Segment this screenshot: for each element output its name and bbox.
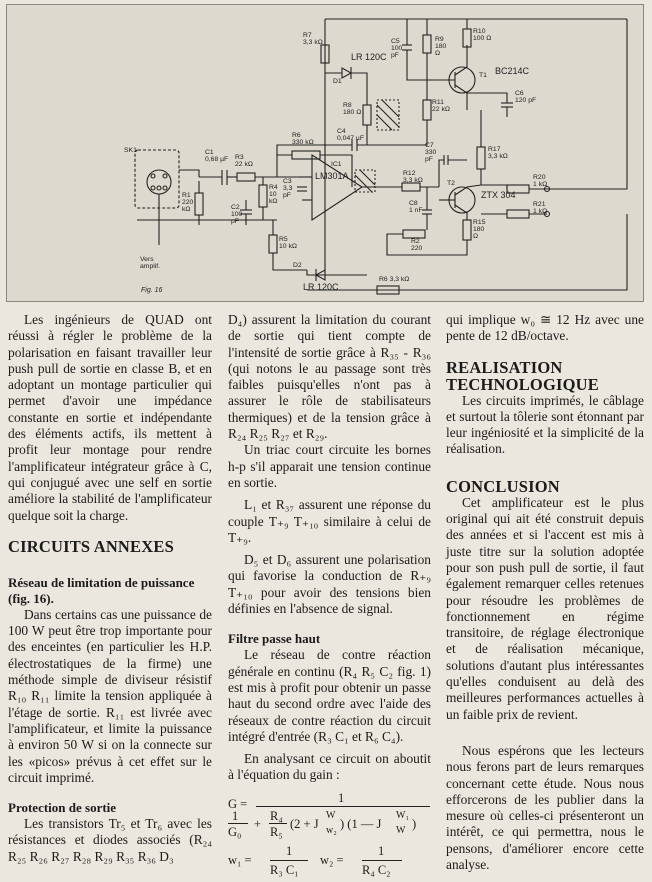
eq-r4: R₄ [270, 808, 283, 823]
c6-label: C6 120 pF [515, 90, 537, 104]
eq-main-fraction-bar [256, 806, 430, 807]
eq-w2-den: R₄ C₂ [362, 862, 391, 877]
c7-label: C7 330 pF [425, 142, 437, 163]
d2-label: D2 [293, 262, 302, 269]
r6-label: R6 330 kΩ [292, 132, 314, 146]
r6b-label: R6 3,3 kΩ [379, 276, 410, 283]
paragraph-current-limit: D₄) assurent la limitation du courant de sortie qui tient compte de l'intensité de sortie grâce à R₃₅ - R₃₆ (qui notons le au passage sont très faibles puisqu'elles n'ont pas à assurer le rôle de stabilisateurs thermiques) et de la tension grâce à R₂₄ R₂₅ R₂₇ et R₂₉. [228, 312, 431, 442]
c2-label: C2 100 pF [231, 204, 243, 225]
eq-w1-bar [270, 860, 308, 861]
paragraph-triac: Un triac court circuite les bornes h-p s'il apparait une tension continue en sortie. [228, 442, 431, 490]
eq-w-a: W [326, 809, 336, 821]
paragraph-equation-intro: En analysant ce circuit on aboutit à l'équation du gain : [228, 751, 431, 783]
d1-label: D1 [333, 78, 342, 85]
r20-label: R20 1 kΩ [533, 174, 548, 188]
circuit-schematic-figure [6, 4, 644, 302]
paragraph-l1-r37: L₁ et R₃₇ assurent une réponse du couple T₊₉ T₊₁₀ similaire à celui de T₊₉. [228, 497, 431, 545]
paragraph-realisation: Les circuits imprimés, le câblage et surtout la tôlerie sont étonnant par leur ingéniosité et la simplicité de la réalisation. [446, 392, 644, 457]
eq-w2-num: 1 [378, 843, 385, 858]
d1-type-label: LR 120C [351, 52, 387, 62]
r11-label: R11 22 kΩ [432, 99, 450, 113]
eq-g0: G₀ [228, 824, 242, 839]
subhead-reseau: Réseau de limitation de puissance (fig. 16). [8, 574, 195, 606]
r7-label: R7 3,3 kΩ [303, 32, 323, 46]
r10-label: R10 100 Ω [473, 28, 492, 42]
eq-w2-bar [362, 860, 402, 861]
subhead-protection: Protection de sortie [8, 800, 117, 816]
eq-mid2: ) (1 — J [340, 816, 382, 831]
figure-caption: Fig. 16 [141, 287, 163, 294]
d2-type-label: LR 120C [303, 282, 339, 292]
eq-plus: + [254, 816, 262, 831]
eq-one-top: 1 [338, 790, 345, 805]
paragraph-d5-d6: D₅ et D₆ assurent une polarisation qui favorise la conduction de R₊₉ T₊₁₀ pour avoir des tensions bien définies en l'absence de signal. [228, 552, 431, 617]
c3-label: C3 3,3 pF [283, 178, 293, 199]
t1-type-label: BC214C [495, 66, 530, 76]
eq-w1-def: w₁ = [228, 852, 252, 867]
eq-close: ) [412, 816, 417, 831]
r5-label: R5 10 kΩ [279, 236, 297, 250]
r21-label: R21 1 kΩ [533, 201, 548, 215]
eq-r5: R₅ [270, 824, 283, 839]
r4-label: R4 10 kΩ [269, 184, 278, 205]
subhead-filtre: Filtre passe haut [228, 631, 321, 647]
paragraph-closing: Nous espérons que les lecteurs nous ferons part de leurs remarques concernant cette étude. Nous nous efforcerons de les publier dans la mesure où celles-ci présenteront un intérêt, ce qui permettra, nous le pensons, d'améliorer encore cette analyse. [446, 742, 644, 873]
heading-circuits-annexes: CIRCUITS ANNEXES [8, 536, 174, 556]
t2-type-label: ZTX 304 [481, 190, 516, 200]
ic-type-label: LM301A [315, 171, 349, 181]
eq-w1: W₁ [396, 809, 409, 821]
gain-equation [228, 790, 431, 882]
eq-one-g: 1 [232, 808, 239, 823]
c1-label: C1 0,68 µF [205, 149, 229, 163]
intro-paragraph: Les ingénieurs de QUAD ont réussi à régler le problème de la polarisation en faisant travailler leur push pull de sortie en classe B, et en adoptant un montage particulier qui permet d'avoir une impédance constante en sortie et indépendante des éléments actifs, ils mettent à profit leur montage pour rendre l'amplificateur intégrateur grâce à C, qui conjugué avec une self en sortie améliore la stabilité de l'amplificateur quelque soit la charge. [8, 312, 212, 523]
protection-paragraph: Les transistors Tr₅ et Tr₆ avec les résistances et diodes associés (R₂₄ R₂₅ R₂₆ R₂₇ R₂₈ R₂₉ R₃₅ R₃₆ D₃ [8, 816, 212, 864]
ic-ref-label: IC1 [331, 161, 342, 168]
paragraph-filtre: Le réseau de contre réaction générale en continu (R₄ R₅ C₂ fig. 1) est mis à profit pour obtenir un passe haut du second ordre avec l'aide des réseaux de contre réaction du circuit intégré d'entrée (R₃ C₁ et R₆ C₄). [228, 647, 431, 744]
c4-label: C4 0,047 µF [337, 128, 364, 142]
text-column-1 [8, 312, 212, 865]
r17-label: R17 3,3 kΩ [488, 146, 508, 160]
heading-conclusion: CONCLUSION [446, 476, 560, 496]
r3-label: R3 22 kΩ [235, 154, 253, 168]
eq-w1-den: R₃ C₁ [270, 862, 299, 877]
paragraph-w0: qui implique w₀ ≅ 12 Hz avec une pente de 12 dB/octave. [446, 312, 644, 344]
eq-mid: (2 + J [290, 816, 319, 831]
c8-label: C8 1 nF [409, 200, 423, 214]
r9-label: R9 180 Ω [435, 36, 447, 57]
eq-w2: w₂ [326, 824, 337, 836]
r8-label: R8 180 Ω [343, 102, 362, 116]
text-column-2 [228, 312, 431, 882]
r2-label: R2 220 [411, 238, 423, 252]
sk1-label: SK1 [124, 147, 137, 154]
r15-label: R15 180 Ω [473, 219, 486, 240]
c5-label: C5 100 pF [391, 38, 403, 59]
vers-amplif-label: Vers amplif. [140, 256, 161, 270]
eq-w-b: W [396, 824, 406, 836]
circuit-wiring [7, 5, 645, 303]
paragraph-conclusion: Cet amplificateur est le plus original qui ait été construit depuis des années et si l'accent est mis à juste titre sur la solution adoptée pour son push pull de sortie, il faut également remarquer celles retenues pour résoudre les problèmes de fonctionnement en régime transitoire, de réglage électronique et de réalisation mécanique, solutions d'autant plus intéressantes qu'elles conduisent au delà des meilleures performances actuelles à un faible prix de revient. [446, 494, 644, 722]
eq-w1-num: 1 [286, 843, 293, 858]
r1-label: R1 220 kΩ [182, 192, 194, 213]
heading-realisation: REALISATION TECHNOLOGIQUE [446, 357, 599, 394]
eq-w2-def: w₂ = [320, 852, 344, 867]
r12-label: R12 3,3 kΩ [403, 170, 423, 184]
reseau-paragraph: Dans certains cas une puissance de 100 W peut être trop importante pour des enceintes (en particulier les H.P. électrostatiques de la firme) une méthode simple de diviseur résistif R₁₀ R₁₁ limite la tension appliquée à l'étage de sortie. R₁₁ est livrée avec l'amplificateur, et limite la puissance à environ 50 W si on la connecte sur les «picos» prévus à cet effet sur le circuit imprimé. [8, 606, 212, 785]
eq-g: G = [228, 796, 248, 811]
t2-label: T2 [447, 180, 455, 187]
t1-label: T1 [479, 72, 487, 79]
text-column-3 [446, 312, 644, 873]
